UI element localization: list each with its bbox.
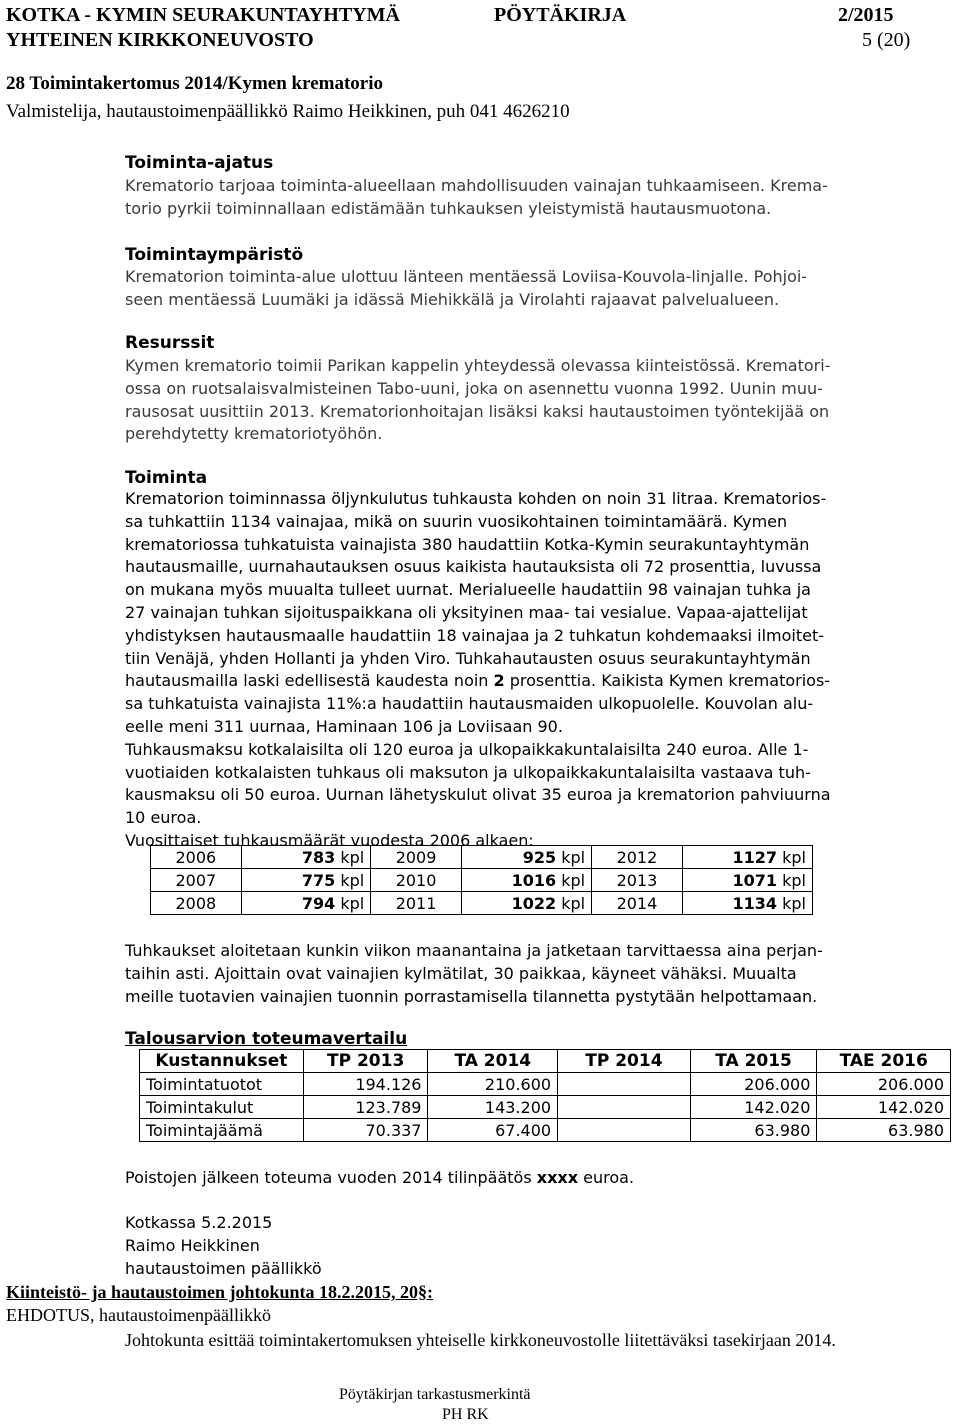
value-cell: 142.020 — [690, 1096, 817, 1119]
depreciation-note — [125, 1167, 634, 1190]
org-name: KOTKA - KYMIN SEURAKUNTAYHTYMÄ — [6, 4, 400, 26]
count-unit: kpl — [556, 847, 586, 867]
text-line: perehdytetty krematoriotyöhön. — [125, 424, 383, 444]
text-line: sa tuhkatuista vainajista 11%:a haudattiin hautausmaiden ulkopuolelle. Kouvolan alu- — [125, 694, 814, 714]
value-cell: 206.000 — [690, 1073, 817, 1096]
column-header: TA 2015 — [690, 1050, 817, 1073]
table-row — [140, 1119, 951, 1142]
text-line: Krematorion toiminnassa öljynkulutus tuhkausta kohden on noin 31 litraa. Krematorios- — [125, 489, 827, 508]
table-row — [151, 892, 813, 915]
count-unit: kpl — [777, 847, 806, 867]
board-name: YHTEINEN KIRKKONEUVOSTO — [6, 29, 314, 51]
count-cell — [461, 846, 591, 869]
section-heading-mission: Toiminta-ajatus — [125, 153, 274, 173]
document-number: 2/2015 — [838, 4, 894, 26]
text-line: hautausmailla laski edellisestä kaudesta noin 2 prosenttia. Kaikista Kymen krematorios- — [125, 671, 831, 691]
text-line: vuotiaiden kotkalaisten tuhkaus oli maksuton ja ulkopaikkakuntalaisilta vastaava tuh- — [125, 762, 811, 782]
table-row — [140, 1096, 951, 1119]
text-line: torio pyrkii toiminnallaan edistämään tuhkauksen yleistymistä hautausmuotona. — [125, 198, 772, 218]
column-header: Kustannukset — [140, 1050, 304, 1073]
page-number: 5 (20) — [862, 29, 911, 51]
bold-number: 2 — [493, 671, 505, 691]
count-value: 925 — [522, 847, 557, 867]
schedule-paragraph — [125, 940, 823, 1008]
row-label: Toimintatuotot — [140, 1073, 304, 1096]
count-cell — [241, 846, 371, 869]
text-line: 27 vainajan tuhkan sijoituspaikkana oli yksityinen maa- tai vesialue. Vapaa-ajattelijat — [125, 602, 808, 622]
budget-table — [139, 1049, 951, 1142]
signature-block — [125, 1212, 322, 1280]
board-heading: Kiinteistö- ja hautaustoimen johtokunta 18.2.2015, 20§: — [6, 1282, 434, 1302]
text-line: Tuhkaukset aloitetaan kunkin viikon maanantaina ja jatketaan tarvittaessa aina perjan- — [125, 941, 823, 960]
section-text-operations — [125, 488, 831, 853]
footer-initials: PH RK — [442, 1406, 489, 1423]
value-cell: 67.400 — [428, 1119, 558, 1142]
depreciation-suffix: euroa. — [578, 1168, 635, 1187]
yearly-cremations-table — [150, 845, 813, 915]
column-header: TAE 2016 — [817, 1050, 951, 1073]
text-line: ossa on ruotsalaisvalmisteinen Tabo-uuni, joka on asennettu vuonna 1992. Uunin muu- — [125, 378, 823, 398]
count-value: 1071 — [732, 870, 778, 890]
value-cell: 206.000 — [817, 1073, 951, 1096]
count-unit: kpl — [777, 893, 806, 913]
count-cell — [461, 892, 591, 915]
document-type: PÖYTÄKIRJA — [494, 4, 627, 26]
year-cell: 2006 — [151, 846, 242, 869]
text-line: hautausmaille, uurnahautauksen osuus kaikista hautauksista oli 72 prosenttia, luvussa — [125, 557, 822, 577]
year-cell: 2009 — [371, 846, 462, 869]
value-cell: 143.200 — [428, 1096, 558, 1119]
table-row — [151, 869, 813, 892]
row-label: Toimintakulut — [140, 1096, 304, 1119]
text-line: yhdistyksen hautausmaalle haudattiin 18 vainajaa ja 2 tuhkatun kohdemaaksi ilmoitet- — [125, 625, 824, 645]
value-cell: 123.789 — [303, 1096, 428, 1119]
section-heading-operations: Toiminta — [125, 468, 208, 488]
value-cell: 70.337 — [303, 1119, 428, 1142]
count-value: 794 — [301, 893, 336, 913]
table-row — [140, 1073, 951, 1096]
place-date: Kotkassa 5.2.2015 — [125, 1213, 273, 1232]
count-value: 775 — [301, 870, 336, 890]
text-line: Vuosittaiset tuhkausmäärät vuodesta 2006 alkaen: — [125, 830, 534, 850]
count-value: 1134 — [732, 893, 778, 913]
count-cell — [682, 892, 812, 915]
text-line: Kymen krematorio toimii Parikan kappelin yhteydessä olevassa kiinteistössä. Krematori- — [125, 356, 831, 375]
value-cell: 63.980 — [817, 1119, 951, 1142]
text-line: tiin Venäjä, yhden Hollanti ja yhden Viro. Tuhkahautausten osuus seurakuntayhtymän — [125, 648, 811, 668]
count-cell — [241, 892, 371, 915]
signer-name: Raimo Heikkinen — [125, 1235, 260, 1255]
value-cell: 194.126 — [303, 1073, 428, 1096]
footer-label: Pöytäkirjan tarkastusmerkintä — [339, 1386, 531, 1403]
text-line: rausosat uusittiin 2013. Krematorionhoitajan lisäksi kaksi hautaustoimen työntekijää on — [125, 401, 830, 421]
count-value: 1016 — [511, 870, 557, 890]
count-unit: kpl — [335, 893, 365, 913]
text-line: Krematorio tarjoaa toiminta-alueellaan mahdollisuuden vainajan tuhkaamiseen. Krema- — [125, 176, 828, 195]
table-row — [151, 846, 813, 869]
column-header: TP 2013 — [303, 1050, 428, 1073]
section-heading-environment: Toimintaympäristö — [125, 245, 304, 265]
count-cell — [241, 869, 371, 892]
budget-heading: Talousarvion toteumavertailu — [125, 1029, 408, 1049]
text-line: krematoriossa tuhkatuista vainajista 380 haudattiin Kotka-Kymin seurakuntayhtymän — [125, 534, 810, 554]
text-line: taihin asti. Ajoittain ovat vainajien kylmätilat, 30 paikkaa, käyneet vähäksi. Muualta — [125, 963, 797, 983]
section-text-mission — [125, 175, 828, 221]
value-cell — [558, 1096, 691, 1119]
value-cell: 210.600 — [428, 1073, 558, 1096]
year-cell: 2007 — [151, 869, 242, 892]
signer-title: hautaustoimen päällikkö — [125, 1258, 322, 1278]
text-line: eelle meni 311 uurnaa, Haminaan 106 ja Loviisaan 90. — [125, 716, 563, 736]
year-cell: 2008 — [151, 892, 242, 915]
text-line: meille tuotavien vainajien tuonnin porrastamisella tilannetta pystytään helpottamaan. — [125, 986, 818, 1006]
section-text-resources — [125, 355, 830, 446]
text-line: seen mentäessä Luumäki ja idässä Miehikkälä ja Virolahti rajaavat palvelualueen. — [125, 289, 780, 309]
text-line: 10 euroa. — [125, 808, 202, 828]
value-cell: 142.020 — [817, 1096, 951, 1119]
count-unit: kpl — [556, 870, 586, 890]
year-cell: 2011 — [371, 892, 462, 915]
preparer-line: Valmistelija, hautaustoimenpäällikkö Raimo Heikkinen, puh 041 4626210 — [6, 101, 570, 122]
section-text-environment — [125, 266, 807, 312]
section-heading-resources: Resurssit — [125, 333, 215, 353]
count-unit: kpl — [556, 893, 586, 913]
depreciation-amount: xxxx — [536, 1168, 579, 1187]
count-cell — [461, 869, 591, 892]
board-decision-text: Johtokunta esittää toimintakertomuksen yhteiselle kirkkoneuvostolle liitettäväksi tasekirjaan 2014. — [125, 1330, 836, 1350]
budget-header-row — [140, 1050, 951, 1073]
row-label: Toimintajäämä — [140, 1119, 304, 1142]
column-header: TP 2014 — [558, 1050, 691, 1073]
count-cell — [682, 869, 812, 892]
board-proposal: EHDOTUS, hautaustoimenpäällikkö — [6, 1305, 271, 1325]
count-unit: kpl — [335, 870, 365, 890]
count-value: 1022 — [511, 893, 557, 913]
text-line: Krematorion toiminta-alue ulottuu länteen mentäessä Loviisa-Kouvola-linjalle. Pohjoi- — [125, 267, 808, 286]
text-line: Tuhkausmaksu kotkalaisilta oli 120 euroa ja ulkopaikkakuntalaisilta 240 euroa. Alle 1- — [125, 739, 809, 759]
depreciation-text: Poistojen jälkeen toteuma vuoden 2014 tilinpäätös — [125, 1168, 537, 1187]
year-cell: 2013 — [592, 869, 683, 892]
count-value: 1127 — [732, 847, 778, 867]
year-cell: 2014 — [592, 892, 683, 915]
count-unit: kpl — [335, 847, 365, 867]
text-line: kausmaksu oli 50 euroa. Uurnan lähetyskulut olivat 35 euroa ja krematorion pahviuurna — [125, 785, 831, 805]
value-cell — [558, 1119, 691, 1142]
count-value: 783 — [301, 847, 336, 867]
text-line: sa tuhkattiin 1134 vainajaa, mikä on suurin vuosikohtainen toimintamäärä. Kymen — [125, 511, 788, 531]
value-cell: 63.980 — [690, 1119, 817, 1142]
item-title: 28 Toimintakertomus 2014/Kymen krematorio — [6, 73, 384, 94]
count-cell — [682, 846, 812, 869]
column-header: TA 2014 — [428, 1050, 558, 1073]
year-cell: 2010 — [371, 869, 462, 892]
year-cell: 2012 — [592, 846, 683, 869]
text-line: on mukana myös muualta tulleet uurnat. Merialueelle haudattiin 98 vainajan tuhka ja — [125, 580, 811, 600]
count-unit: kpl — [777, 870, 806, 890]
value-cell — [558, 1073, 691, 1096]
